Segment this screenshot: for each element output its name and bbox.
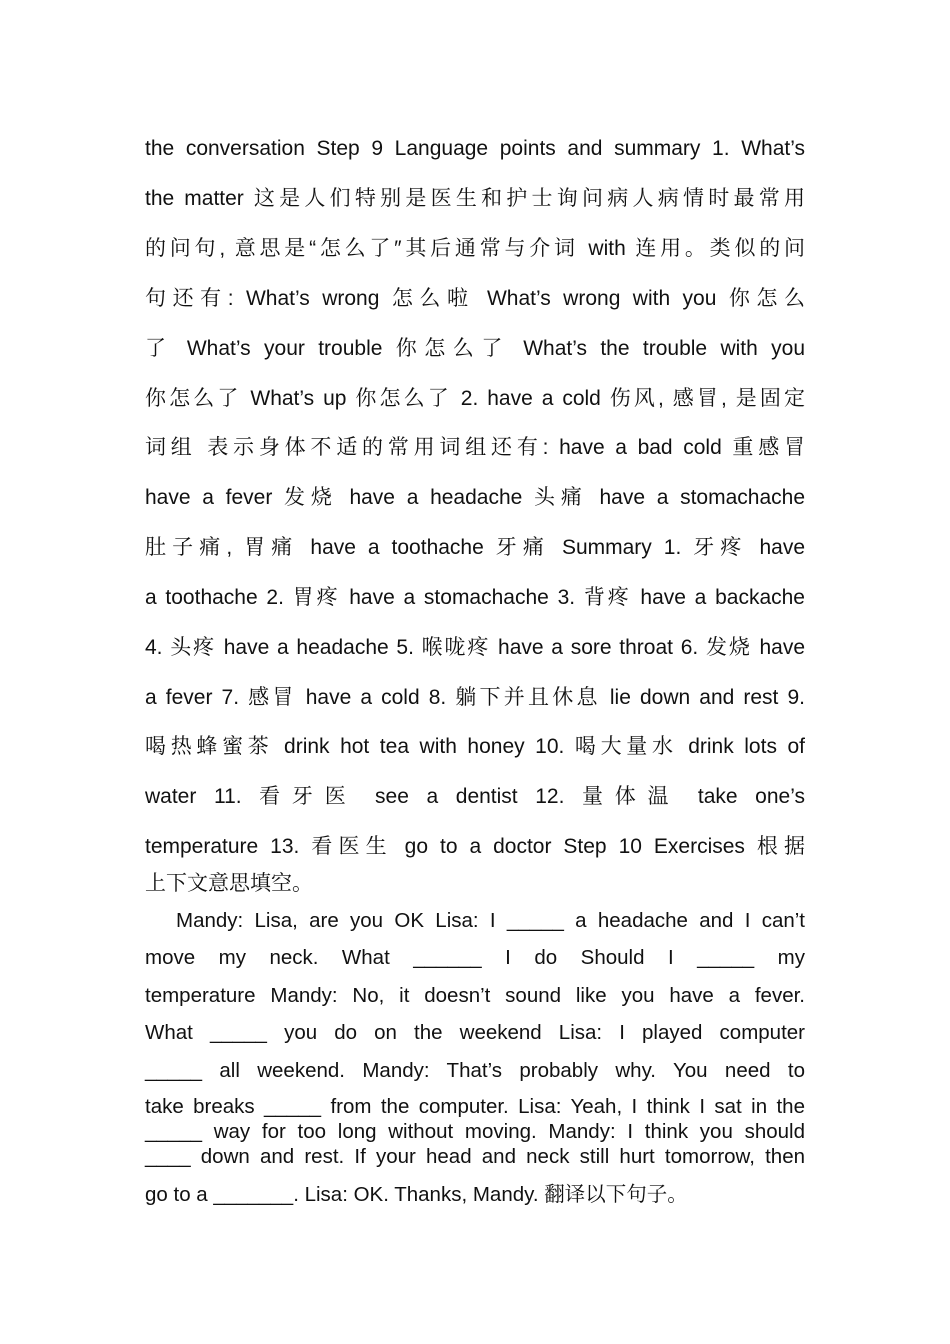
exercise-line: ____ down and rest. If your head and neck still hurt tomorrow, then (145, 1145, 805, 1168)
text-line: a toothache 2. 胃疼 have a stomachache 3. 背疼 have a backache (145, 586, 805, 609)
text-line: 句还有: What’s wrong 怎么啦 What’s wrong with you 你怎么 (145, 287, 805, 310)
text-line: the matter 这是人们特别是医生和护士询问病人病情时最常用 (145, 187, 805, 210)
exercise-line: Mandy: Lisa, are you OK Lisa: I _____ a headache and I can’t (176, 909, 805, 932)
text-line: water 11. 看牙医 see a dentist 12. 量体温 take one’s (145, 785, 805, 808)
text-line: temperature 13. 看医生 go to a doctor Step 10 Exercises 根据 (145, 835, 805, 858)
exercise-line: go to a _______. Lisa: OK. Thanks, Mandy. 翻译以下句子。 (145, 1183, 688, 1206)
text-line: 词组 表示身体不适的常用词组还有: have a bad cold 重感冒 (145, 436, 805, 459)
exercise-line: temperature Mandy: No, it doesn’t sound like you have a fever. (145, 984, 805, 1007)
text-line: have a fever 发烧 have a headache 头痛 have a stomachache (145, 486, 805, 509)
text-line: 你怎么了 What’s up 你怎么了 2. have a cold 伤风, 感冒, 是固定 (145, 387, 805, 410)
text-line: 4. 头疼 have a headache 5. 喉咙疼 have a sore throat 6. 发烧 have (145, 636, 805, 659)
exercise-line: What _____ you do on the weekend Lisa: I played computer (145, 1021, 805, 1044)
exercise-line: move my neck. What ______ I do Should I _____ my (145, 946, 805, 969)
text-line: a fever 7. 感冒 have a cold 8. 躺下并且休息 lie down and rest 9. (145, 686, 805, 709)
text-line: 了 What’s your trouble 你怎么了 What’s the trouble with you (145, 337, 805, 360)
text-line: 上下文意思填空。 (145, 872, 313, 895)
exercise-line: _____ all weekend. Mandy: That’s probably why. You need to (145, 1059, 805, 1082)
text-line: 的问句, 意思是“怎么了″其后通常与介词 with 连用。类似的问 (145, 237, 805, 260)
exercise-line: take breaks _____ from the computer. Lisa: Yeah, I think I sat in the (145, 1095, 805, 1118)
text-line: 肚子痛, 胃痛 have a toothache 牙痛 Summary 1. 牙疼 have (145, 536, 805, 559)
text-line: the conversation Step 9 Language points and summary 1. What’s (145, 137, 805, 160)
exercise-line: _____ way for too long without moving. Mandy: I think you should (145, 1120, 805, 1143)
text-line: 喝热蜂蜜茶 drink hot tea with honey 10. 喝大量水 drink lots of (145, 735, 805, 758)
